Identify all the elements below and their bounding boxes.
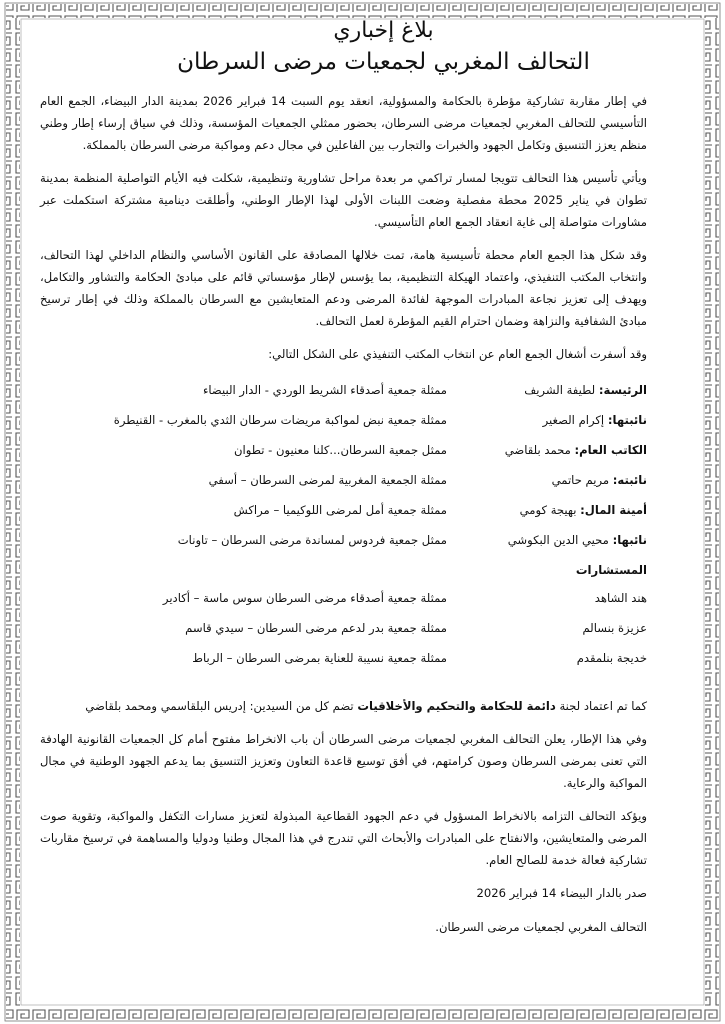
advisor-association: ممثلة جمعية نسيبة للعناية بمرضى السرطان – الرباط <box>192 651 447 665</box>
bureau-member-row <box>40 439 647 469</box>
paragraph-commitment: ويؤكد التحالف التزامه بالانخراط المسؤول في دعم الجهود القطاعية المبذولة لتعزيز مسارات التكفل والمواكبة، وتقوية صوت المرضى والمتعايشين، والانفتاح على المبادرات والأبحاث التي تندرج في هذا المجال وطنيا ودوليا والمساهمة في ترسيخ مقاربات تشاركية فعالة خدمة للصالح العام. <box>40 809 647 867</box>
signature-line: التحالف المغربي لجمعيات مرضى السرطان. <box>435 920 647 934</box>
paragraph-background: ويأتي تأسيس هذا التحالف تتويجا لمسار تراكمي مر بعدة مراحل تشاورية وتنظيمية، شكلت فيه الأيام التواصلية المنظمة بمدينة تطوان في يناير 2025 محطة مفصلية وضعت اللبنات الأولى لهذا الإطار الوطني، وأطلقت دينامية مشتركة استكملت عبر مشاورات متواصلة إلى غاية انعقاد الجمع العام التأسيسي. <box>40 171 647 229</box>
member-name: محيي الدين البكوشي <box>507 533 609 547</box>
committee-name: دائمة للحكامة والتحكيم والأخلاقيات <box>357 699 556 713</box>
advisor-row <box>40 647 647 677</box>
advisor-name: خديجة بنلمقدم <box>576 651 647 665</box>
paragraph-membership: وفي هذا الإطار، يعلن التحالف المغربي لجمعيات مرضى السرطان أن باب الانخراط مفتوح أمام كل الجمعيات القانونية الهادفة التي تعنى بمرضى السرطان وصون كرامتهم، في أفق توسيع قاعدة التعاون وتعزيز التنسيق بما يدعم الجهود الوطنية في مجال المواكبة والرعاية. <box>40 732 647 790</box>
document-type-title: بلاغ إخباري <box>333 18 434 43</box>
member-role: الرئيسة: <box>598 383 647 397</box>
bureau-member-row <box>40 409 647 439</box>
paragraph-assembly: وقد شكل هذا الجمع العام محطة تأسيسية هامة، تمت خلالها المصادقة على القانون الأساسي والنظام الداخلي لهذا التحالف، وانتخاب المكتب التنفيذي، واعتماد الهيكلة التنظيمية، بما يؤسس لإطار مؤسساتي قائم على مبادئ الحكامة والتشاور والتكامل، ويهدف إلى تعزيز نجاعة المبادرات الموجهة لفائدة المرضى ودعم المتعايشين مع السرطان بالمملكة وذلك في إطار ترسيخ مبادئ الشفافية والنزاهة وضمان احترام القيم المؤطرة لعمل التحالف. <box>40 248 647 328</box>
paragraph-founding: في إطار مقاربة تشاركية مؤطرة بالحكامة والمسؤولية، انعقد يوم السبت 14 فبراير 2026 بمدينة الدار البيضاء، الجمع العام التأسيسي للتحالف المغربي لجمعيات مرضى السرطان، بحضور ممثلي الجمعيات المؤسسة، وذلك في سياق إرساء إطار وطني منظم يعزز التنسيق وتكامل الجهود والخبرات والتجارب بين الفاعلين في مجال دعم ومواكبة مرضى السرطان بالمملكة. <box>40 94 647 152</box>
member-association: ممثلة جمعية أمل لمرضى اللوكيميا – مراكش <box>233 503 447 517</box>
document-body <box>40 8 647 994</box>
executive-bureau-list <box>40 379 647 677</box>
committee-text-before: كما تم اعتماد لجنة <box>555 699 647 713</box>
advisor-name: هند الشاهد <box>594 591 647 605</box>
paragraph-bureau-intro: وقد أسفرت أشغال الجمع العام عن انتخاب المكتب التنفيذي على الشكل التالي: <box>268 347 647 361</box>
member-name: لطيفة الشريف <box>524 383 596 397</box>
bureau-member-row <box>40 499 647 529</box>
bureau-member-row <box>40 469 647 499</box>
advisor-association: ممثلة جمعية أصدقاء مرضى السرطان سوس ماسة – أكادير <box>162 591 447 605</box>
member-name: بهيجة كومي <box>519 503 577 517</box>
committee-text-after: تضم كل من السيدين: إدريس البلقاسمي ومحمد بلقاضي <box>85 699 358 713</box>
advisor-row <box>40 587 647 617</box>
member-name: مريم حاتمي <box>551 473 610 487</box>
member-name: إكرام الصغير <box>542 413 605 427</box>
member-association: ممثل جمعية فردوس لمساندة مرضى السرطان – تاونات <box>177 533 447 547</box>
bureau-member-row <box>40 529 647 559</box>
advisor-name: عزيزة بنسالم <box>582 621 647 635</box>
member-role: الكاتب العام: <box>574 443 647 457</box>
member-association: ممثلة جمعية نبض لمواكبة مريضات سرطان الثدي بالمغرب - القنيطرة <box>113 413 447 427</box>
member-role: أمينة المال: <box>580 503 647 517</box>
member-role: نائبته: <box>612 473 647 487</box>
member-association: ممثلة جمعية أصدقاء الشريط الوردي - الدار البيضاء <box>202 383 447 397</box>
member-association: ممثل جمعية السرطان...كلنا معنيون - تطوان <box>234 443 447 457</box>
member-role: نائبتها: <box>607 413 647 427</box>
advisor-row <box>40 617 647 647</box>
member-name: محمد بلقاضي <box>504 443 571 457</box>
advisor-association: ممثلة جمعية بدر لدعم مرضى السرطان – سيدي قاسم <box>185 621 447 635</box>
bureau-member-row <box>40 379 647 409</box>
organization-title: التحالف المغربي لجمعيات مرضى السرطان <box>177 49 590 75</box>
member-role: نائبها: <box>612 533 647 547</box>
advisors-heading: المستشارات <box>575 563 647 577</box>
paragraph-committee <box>40 695 647 717</box>
issue-date-line: صدر بالدار البيضاء 14 فبراير 2026 <box>476 886 647 900</box>
member-association: ممثلة الجمعية المغربية لمرضى السرطان – أسفي <box>208 473 447 487</box>
